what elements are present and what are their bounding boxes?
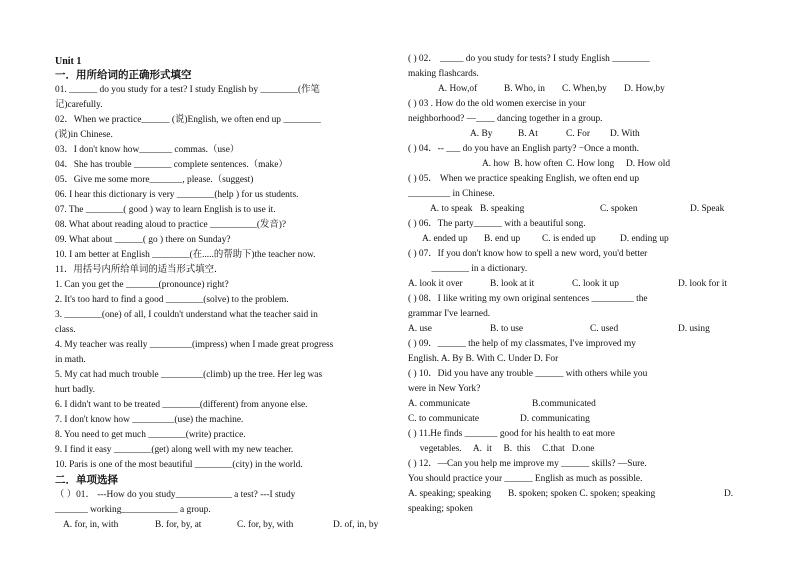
s2-line: （ ）01． ---How do you study____________ a test? ---I study (55, 490, 296, 500)
option: C. For (566, 129, 590, 139)
q10-line: ( ) 10．Did you have any trouble ______ with others while you (408, 369, 648, 379)
option: A. look it over (408, 279, 463, 289)
option: B. speaking (480, 204, 525, 214)
q04-line: ( ) 04．-- ___ do you have an English party? −Once a month. (408, 144, 640, 154)
option: C. for, by, with (237, 520, 294, 530)
q06-line: ( ) 06．The party______ with a beautiful song. (408, 219, 586, 229)
s1-line: 记)carefully. (55, 100, 103, 110)
option: A. to speak (430, 204, 473, 214)
q12-options (408, 487, 740, 502)
s1b-line: 4. My teacher was really _________(impress) when I made great progress (55, 340, 334, 350)
option: A. use (408, 324, 432, 334)
s1b-line: 6. I didn't want to be treated ________(different) from anyone else. (55, 400, 308, 410)
option: D. ending up (620, 234, 669, 244)
option: D. of, in, by (333, 520, 379, 530)
q07-line: ( ) 07．If you don't know how to spell a new word, you'd better (408, 249, 648, 259)
q11-line: vegetables. A. it B. this C.that D.one (408, 444, 595, 454)
s1b-line: 3. ________(one) of all, I couldn't understand what the teacher said in (55, 310, 318, 320)
option: B. At (518, 129, 538, 139)
q03-line: ( ) 03 . How do the old women exercise in your (408, 99, 586, 109)
option: B. spoken; spoken C. spoken; speaking (508, 489, 656, 499)
s1-line: 04．She has trouble ________ complete sentences.（make） (55, 160, 288, 170)
q03-options (408, 127, 740, 142)
s1b-line: 10. Paris is one of the most beautiful ________(city) in the world. (55, 460, 303, 470)
q09-line: ( ) 09．______ the help of my classmates, I've improved my (408, 339, 636, 349)
option: A. how (482, 159, 510, 169)
s1-line: 01. ______ do you study for a test? I study English by ________(作笔 (55, 85, 320, 95)
option: D. using (678, 324, 710, 334)
q01-options (55, 518, 387, 533)
s1b-line: 7. I don't know how _________(use) the machine. (55, 415, 244, 425)
q06-options (408, 232, 740, 247)
s1b-line: 5. My cat had much trouble _________(climb) up the tree. Her leg was (55, 370, 323, 380)
s1b-line: 1. Can you get the _______(pronounce) right? (55, 280, 229, 290)
option: B. Who, in (504, 84, 545, 94)
s1b-line: 8. You need to get much ________(write) practice. (55, 430, 246, 440)
option: C. look it up (572, 279, 619, 289)
q03-line: neighborhood? —____ dancing together in a group. (408, 114, 603, 124)
option: C. spoken (600, 204, 638, 214)
s1-line: 10. I am better at English ________(在.....的帮助下)the teacher now. (55, 250, 316, 260)
q07-options (408, 277, 740, 292)
option: C. How long (566, 159, 615, 169)
s1-line: 08. What about reading aloud to practice __________(发音)? (55, 220, 287, 230)
right-column (408, 52, 740, 517)
option: D. communicating (520, 414, 590, 424)
q10-options (408, 397, 740, 412)
q07-line: ________ in a dictionary. (408, 264, 528, 274)
q12-line: speaking; spoken (408, 504, 473, 514)
q02-options (408, 82, 740, 97)
s1b-line: 9. I find it easy ________(get) along well with my new teacher. (55, 445, 294, 455)
s1-line: 02．When we practice______ (说)English, we often end up ________ (55, 115, 321, 125)
q10-line: were in New York? (408, 384, 481, 394)
s1-line: 03．I don't know how_______ commas.（use） (55, 145, 240, 155)
q08-options (408, 322, 740, 337)
option: D. How,by (624, 84, 665, 94)
q02-line: making flashcards. (408, 69, 479, 79)
q05-line: _________ in Chinese. (408, 189, 495, 199)
q09-line: English. A. By B. With C. Under D. For (408, 354, 559, 364)
q08-line: grammar I've learned. (408, 309, 491, 319)
option: B. look at it (490, 279, 535, 289)
option: C. to communicate (408, 414, 480, 424)
section1-title: 一．用所给词的正确形式填空 (55, 70, 192, 81)
option: A. communicate (408, 399, 470, 409)
option: A. speaking; speaking (408, 489, 492, 499)
q10-options (408, 412, 740, 427)
s1b-line: hurt badly. (55, 385, 96, 395)
option: A. ended up (422, 234, 468, 244)
option: B.communicated (532, 399, 596, 409)
q12-line: You should practice your ______ English as much as possible. (408, 474, 643, 484)
s1-line: 06. I hear this dictionary is very ________(help ) for us students. (55, 190, 299, 200)
option: C. When,by (562, 84, 607, 94)
option: D. look for it (678, 279, 727, 289)
option: B. how often (514, 159, 563, 169)
option: B. end up (484, 234, 521, 244)
s1b-line: class. (55, 325, 76, 335)
option: A. for, in, with (63, 520, 119, 530)
q05-options (408, 202, 740, 217)
section1b-title: 11．用括号内所给单词的适当形式填空． (55, 265, 224, 275)
s1b-line: in math. (55, 355, 86, 365)
option: C. is ended up (542, 234, 596, 244)
option: C. used (590, 324, 619, 334)
s1-line: 09. What about ______( go ) there on Sunday? (55, 235, 231, 245)
option: D. With (610, 129, 640, 139)
q02-line: ( ) 02． _____ do you study for tests? I study English ________ (408, 54, 650, 64)
q04-options (408, 157, 740, 172)
option: B. to use (490, 324, 524, 334)
q11-line: ( ) 11.He finds _______ good for his health to eat more (408, 429, 615, 439)
section2-title: 二．单项选择 (55, 475, 118, 486)
option: D. How old (626, 159, 671, 169)
s1-line: 07. The ________( good ) way to learn English is to use it. (55, 205, 276, 215)
unit-title: Unit 1 (55, 56, 82, 67)
left-column (55, 55, 387, 533)
s1-line: (说)in Chinese. (55, 130, 113, 140)
option: B. for, by, at (155, 520, 202, 530)
option: A. By (470, 129, 493, 139)
q05-line: ( ) 05． When we practice speaking English, we often end up (408, 174, 640, 184)
s1-line: 05．Give me some more_______, please.（suggest) (55, 175, 254, 185)
option: D. (724, 489, 734, 499)
q08-line: ( ) 08．I like writing my own original sentences _________ the (408, 294, 648, 304)
s1b-line: 2. It's too hard to find a good ________(solve) to the problem. (55, 295, 289, 305)
option: D. Speak (690, 204, 725, 214)
option: A. How,of (438, 84, 478, 94)
q12-line: ( ) 12．—Can you help me improve my ______ skills? —Sure. (408, 459, 647, 469)
s2-line: _______ working____________ a group. (55, 505, 211, 515)
